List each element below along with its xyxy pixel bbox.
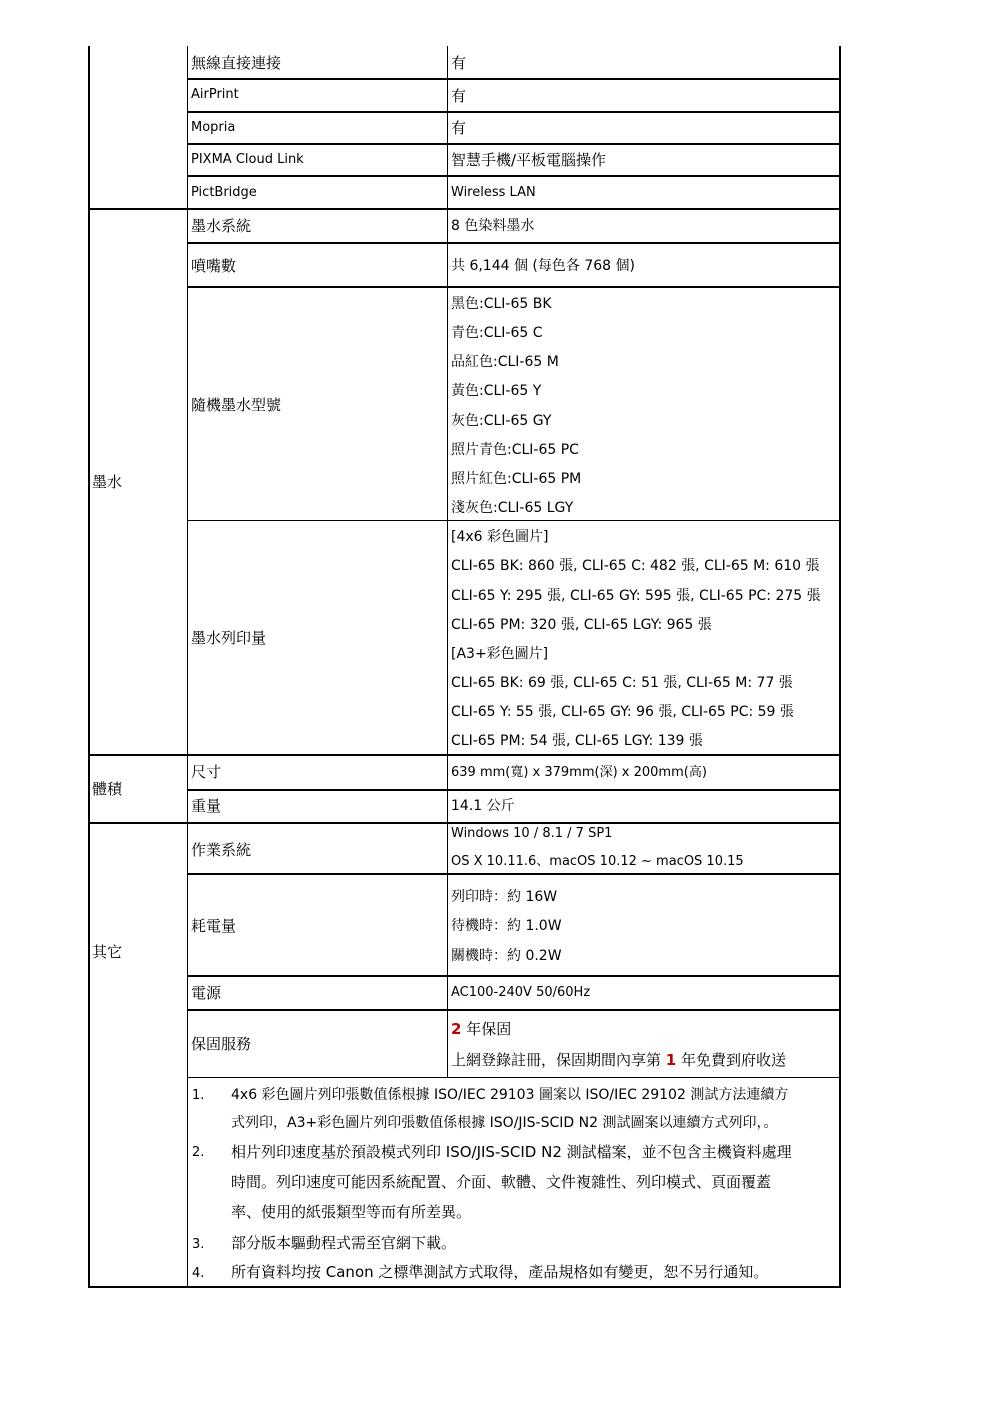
ink-yield-line: [4x6 彩色圖片] <box>451 529 549 545</box>
category-other: 其它 <box>92 943 123 961</box>
ink-yield-line: CLI-65 BK: 69 張, CLI-65 C: 51 張, CLI-65 M: 77 張 <box>451 675 793 691</box>
row-value-weight: 14.1 公斤 <box>451 798 515 814</box>
warranty-years-suffix: 年保固 <box>461 1020 512 1038</box>
ink-model-line: 照片青色:CLI-65 PC <box>451 442 579 458</box>
section-divider <box>88 754 840 756</box>
row-value-airprint: 有 <box>451 87 467 105</box>
ink-model-line: 品紅色:CLI-65 M <box>451 354 559 370</box>
table-divider-value <box>447 46 448 1078</box>
note-number: 3. <box>192 1237 205 1252</box>
row-label-weight: 重量 <box>191 797 222 815</box>
row-label-ink-yield: 墨水列印量 <box>191 629 267 647</box>
power-consumption-line: 關機時：約 0.2W <box>451 948 562 964</box>
warranty-years: 2 <box>451 1020 462 1038</box>
power-consumption-line: 列印時：約 16W <box>451 889 558 905</box>
ink-model-line: 黃色:CLI-65 Y <box>451 383 542 399</box>
row-label-os: 作業系統 <box>191 841 252 859</box>
row-value-size: 639 mm(寬) x 379mm(深) x 200mm(高) <box>451 765 707 780</box>
warranty-line-2-suffix: 年免費到府收送 <box>676 1051 786 1069</box>
note-number: 4. <box>192 1266 205 1281</box>
table-border-right <box>839 46 841 1288</box>
note-line: 部分版本驅動程式需至官網下載。 <box>231 1234 457 1252</box>
row-value-pixma-cloud-link: 智慧手機/平板電腦操作 <box>451 151 607 169</box>
row-value-wireless-direct: 有 <box>451 54 467 72</box>
row-divider <box>188 175 840 177</box>
row-value-mopria: 有 <box>451 119 467 137</box>
warranty-line-2-prefix: 上網登錄註冊，保固期間內享第 <box>451 1051 666 1069</box>
note-number: 1. <box>192 1088 205 1103</box>
row-label-power-consumption: 耗電量 <box>191 917 237 935</box>
note-line: 4x6 彩色圖片列印張數值係根據 ISO/IEC 29103 圖案以 ISO/IEC 29102 測試方法連續方 <box>231 1087 789 1103</box>
row-value-nozzles: 共 6,144 個 (每色各 768 個) <box>451 258 635 274</box>
row-label-ink-models: 隨機墨水型號 <box>191 396 282 414</box>
ink-yield-line: CLI-65 Y: 295 張, CLI-65 GY: 595 張, CLI-65 PC: 275 張 <box>451 588 821 604</box>
section-divider <box>88 822 840 824</box>
note-line: 所有資料均按 Canon 之標準測試方式取得，產品規格如有變更，恕不另行通知。 <box>231 1263 769 1281</box>
row-divider <box>188 111 840 113</box>
note-line: 時間。列印速度可能因系統配置、介面、軟體、文件複雜性、列印模式、頁面覆蓋 <box>231 1173 772 1191</box>
row-label-nozzles: 噴嘴數 <box>191 257 237 275</box>
row-label-warranty: 保固服務 <box>191 1035 252 1053</box>
ink-model-line: 青色:CLI-65 C <box>451 325 543 341</box>
row-label-pictbridge: PictBridge <box>191 185 257 200</box>
row-label-power-source: 電源 <box>191 984 222 1002</box>
os-line: Windows 10 / 8.1 / 7 SP1 <box>451 826 613 841</box>
note-number: 2. <box>192 1145 205 1160</box>
row-divider <box>188 242 840 244</box>
ink-model-line: 黑色:CLI-65 BK <box>451 296 552 312</box>
ink-model-line: 照片紅色:CLI-65 PM <box>451 471 582 487</box>
table-border-bottom <box>88 1286 841 1288</box>
row-divider <box>188 143 840 145</box>
note-line: 率、使用的紙張類型等而有所差異。 <box>231 1203 472 1221</box>
table-border-left <box>88 46 90 1288</box>
ink-yield-line: CLI-65 PM: 54 張, CLI-65 LGY: 139 張 <box>451 733 703 749</box>
table-divider-category <box>187 46 188 1288</box>
row-divider <box>188 789 840 791</box>
row-label-airprint: AirPrint <box>191 87 239 102</box>
warranty-free-year: 1 <box>665 1051 677 1069</box>
row-label-wireless-direct: 無線直接連接 <box>191 54 282 72</box>
ink-yield-line: CLI-65 BK: 860 張, CLI-65 C: 482 張, CLI-65 M: 610 張 <box>451 558 820 574</box>
row-value-ink-system: 8 色染料墨水 <box>451 218 535 234</box>
row-divider <box>188 78 840 80</box>
notes-top-divider <box>188 1077 840 1078</box>
row-label-ink-system: 墨水系統 <box>191 217 252 235</box>
row-divider <box>188 286 840 288</box>
ink-model-line: 淺灰色:CLI-65 LGY <box>451 500 574 516</box>
row-label-mopria: Mopria <box>191 120 236 135</box>
row-value-pictbridge: Wireless LAN <box>451 185 536 200</box>
note-line: 式列印，A3+彩色圖片列印張數值係根據 ISO/JIS-SCID N2 測試圖案以連續方式列印，。 <box>231 1115 778 1131</box>
os-line: OS X 10.11.6、macOS 10.12 ~ macOS 10.15 <box>451 854 744 869</box>
ink-model-line: 灰色:CLI-65 GY <box>451 413 552 429</box>
ink-yield-line: CLI-65 PM: 320 張, CLI-65 LGY: 965 張 <box>451 617 712 633</box>
row-value-power-source: AC100-240V 50/60Hz <box>451 985 591 1000</box>
category-ink: 墨水 <box>92 473 123 491</box>
row-divider <box>188 873 840 875</box>
row-divider <box>188 1009 840 1011</box>
row-label-size: 尺寸 <box>191 763 222 781</box>
section-divider <box>88 208 840 210</box>
power-consumption-line: 待機時：約 1.0W <box>451 918 562 934</box>
warranty-line-2 <box>451 1053 786 1068</box>
warranty-line-1 <box>451 1022 511 1037</box>
category-volume: 體積 <box>92 780 123 798</box>
ink-yield-line: CLI-65 Y: 55 張, CLI-65 GY: 96 張, CLI-65 PC: 59 張 <box>451 704 794 720</box>
ink-yield-line: [A3+彩色圖片] <box>451 646 549 662</box>
row-divider <box>188 975 840 977</box>
row-divider <box>188 520 840 521</box>
note-line: 相片列印速度基於預設模式列印 ISO/JIS-SCID N2 測試檔案，並不包含主機資料處理 <box>231 1143 792 1161</box>
row-label-pixma-cloud-link: PIXMA Cloud Link <box>191 152 304 167</box>
